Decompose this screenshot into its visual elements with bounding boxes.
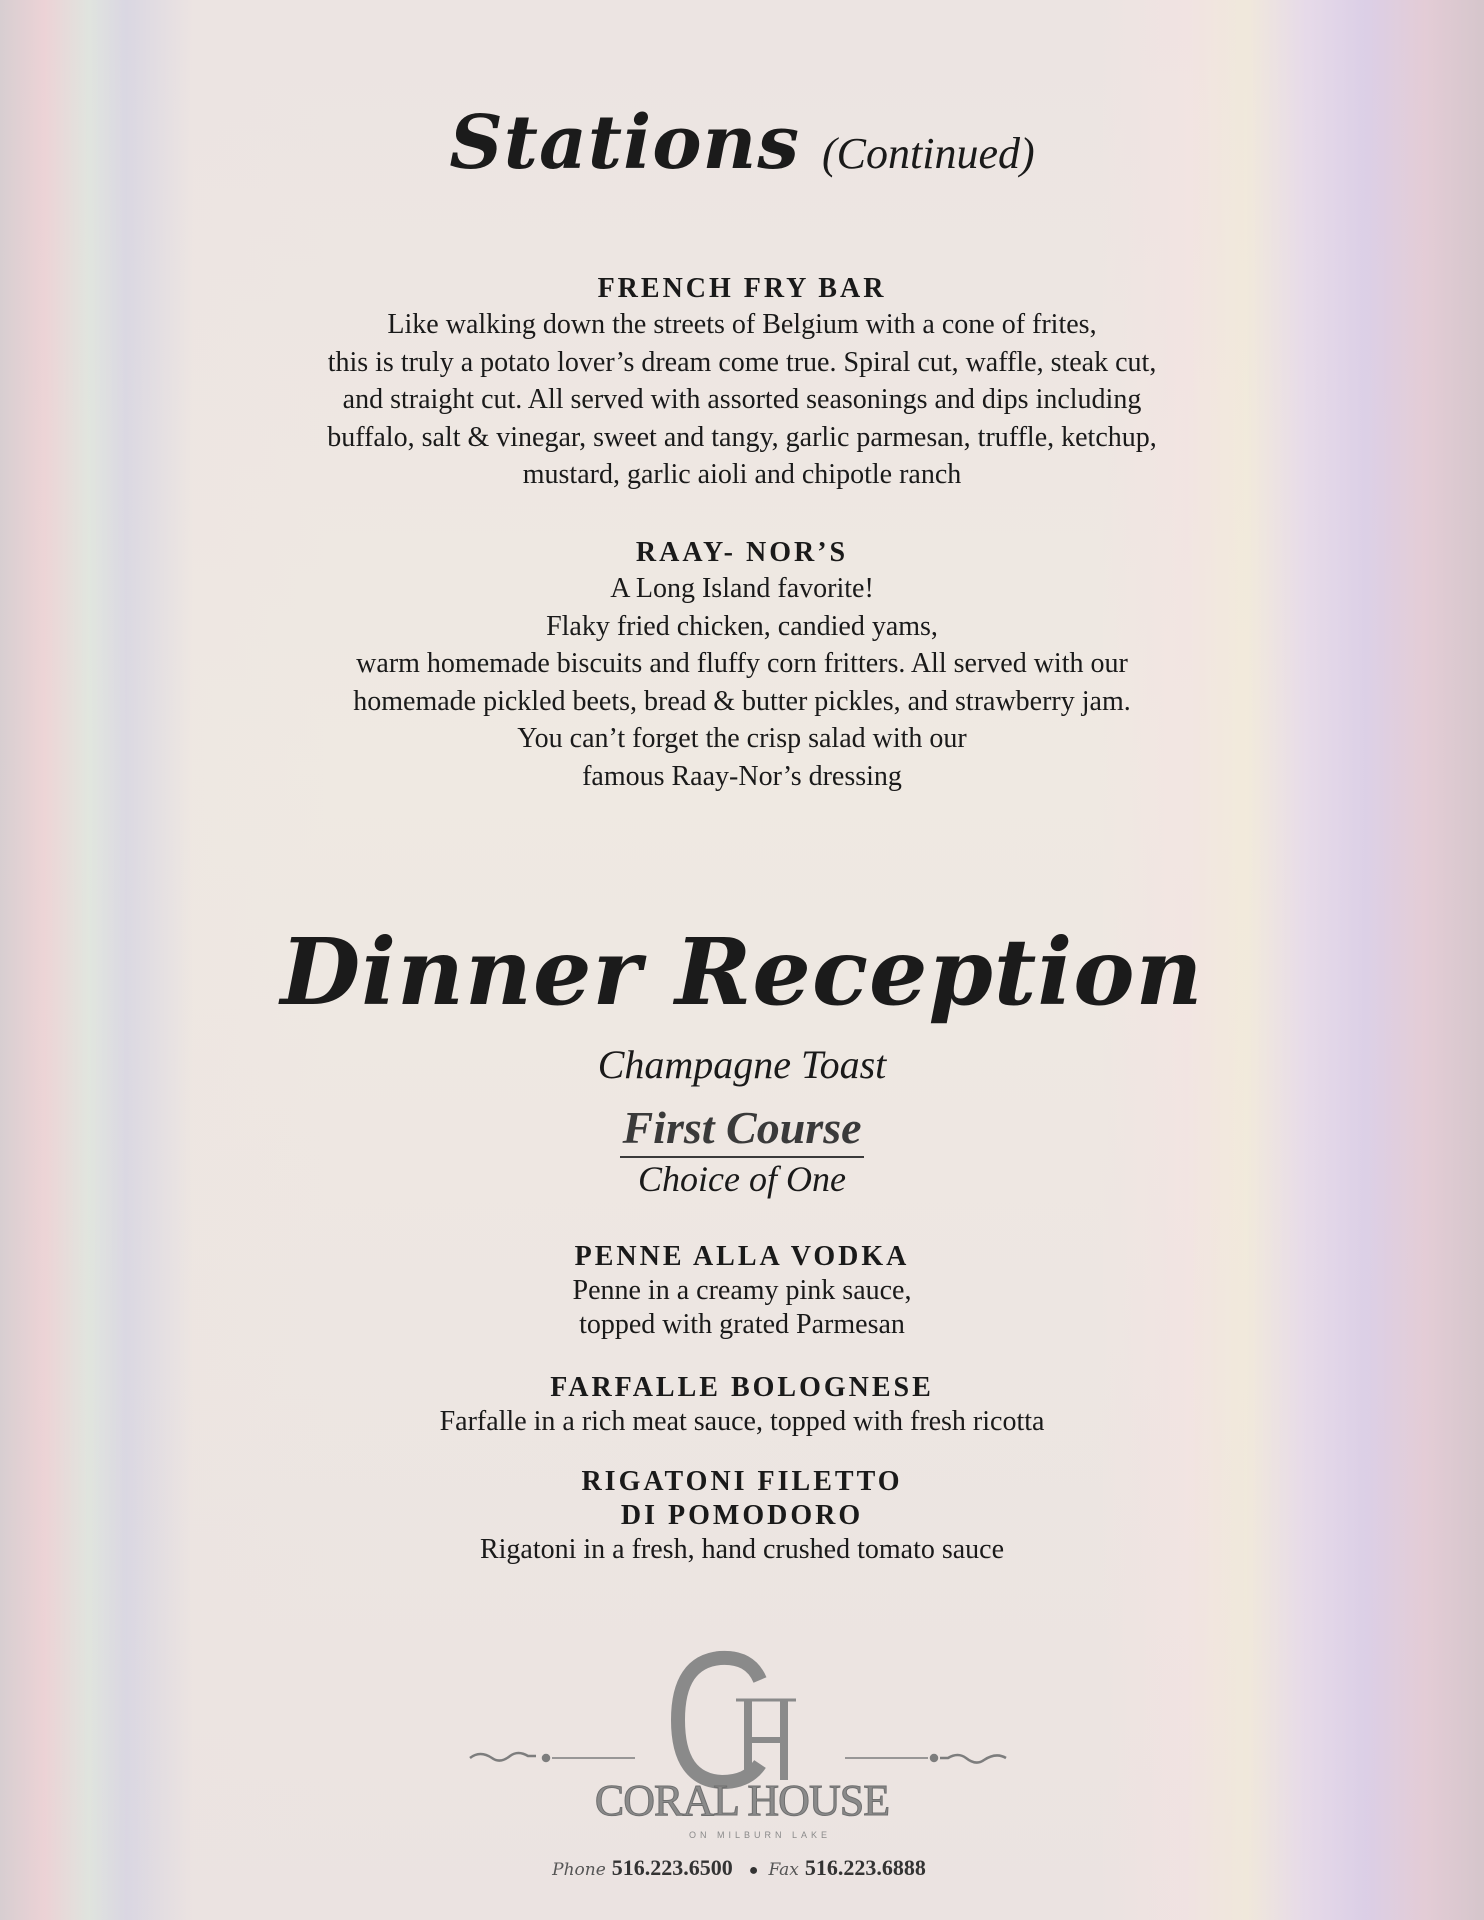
station-desc-line: buffalo, salt & vinegar, sweet and tangy, garlic parmesan, truffle, ketchup,: [327, 421, 1157, 453]
dish-name: PENNE ALLA VODKA: [574, 1241, 910, 1272]
station-french-fry-bar: [0, 272, 1484, 494]
flourish-right-icon: [845, 1755, 1006, 1763]
champagne-toast: Champagne Toast: [597, 1042, 887, 1087]
dish-name: DI POMODORO: [620, 1500, 864, 1531]
dish-desc-line: Farfalle in a rich meat sauce, topped with fresh ricotta: [439, 1406, 1045, 1437]
logo-svg: [460, 1640, 1020, 1850]
dish-rigatoni-filetto: [0, 1465, 1484, 1567]
dinner-title: Dinner Reception: [280, 918, 1204, 1026]
dish-name: FARFALLE BOLOGNESE: [550, 1372, 934, 1403]
dish-farfalle-bolognese: [0, 1371, 1484, 1439]
station-desc-line: Flaky fried chicken, candied yams,: [546, 610, 938, 642]
course-note: Choice of One: [638, 1159, 846, 1199]
course-label: First Course: [620, 1100, 863, 1158]
station-desc-line: this is truly a potato lover’s dream come true. Spiral cut, waffle, steak cut,: [327, 346, 1157, 378]
flourish-left-icon: [470, 1753, 635, 1761]
station-name: FRENCH FRY BAR: [597, 273, 887, 304]
station-desc-line: warm homemade biscuits and fluffy corn fritters. All served with our: [356, 648, 1128, 679]
station-desc-line: famous Raay-Nor’s dressing: [582, 760, 902, 792]
dish-desc-line: topped with grated Parmesan: [579, 1309, 905, 1340]
fax-number: 516.223.6888: [804, 1855, 926, 1880]
station-desc-line: and straight cut. All served with assorted seasonings and dips including: [342, 384, 1142, 415]
fax-label: Fax: [768, 1860, 799, 1880]
station-desc-line: mustard, garlic aioli and chipotle ranch: [522, 459, 962, 490]
contact-footer: [0, 1855, 1484, 1881]
station-raay-nors: [0, 536, 1484, 795]
station-desc-line: You can’t forget the crisp salad with our: [517, 723, 967, 754]
logo-tagline: ON MILBURN LAKE: [688, 1830, 832, 1840]
coral-house-logo: [460, 1640, 1020, 1850]
dish-penne-alla-vodka: [0, 1240, 1484, 1342]
dinner-heading: [0, 918, 1484, 1026]
dish-desc-line: Rigatoni in a fresh, hand crushed tomato sauce: [479, 1534, 1005, 1565]
stations-title: Stations: [449, 100, 801, 186]
stations-subtitle: (Continued): [822, 129, 1035, 178]
phone-label: Phone: [552, 1860, 606, 1880]
dish-name: RIGATONI FILETTO: [581, 1466, 903, 1497]
stations-heading: [0, 100, 1484, 186]
station-desc-line: A Long Island favorite!: [610, 573, 874, 604]
separator-dot-icon: ●: [748, 1862, 759, 1879]
monogram-icon: [678, 1658, 796, 1782]
phone-number: 516.223.6500: [611, 1855, 733, 1880]
course-heading: [0, 1100, 1484, 1158]
station-desc-line: Like walking down the streets of Belgium with a cone of frites,: [387, 309, 1097, 340]
dish-desc-line: Penne in a creamy pink sauce,: [572, 1275, 912, 1306]
station-name: RAAY- NOR’S: [635, 537, 849, 568]
logo-wordmark: CORAL HOUSE: [594, 1776, 890, 1825]
station-desc-line: homemade pickled beets, bread & butter pickles, and strawberry jam.: [353, 685, 1131, 717]
